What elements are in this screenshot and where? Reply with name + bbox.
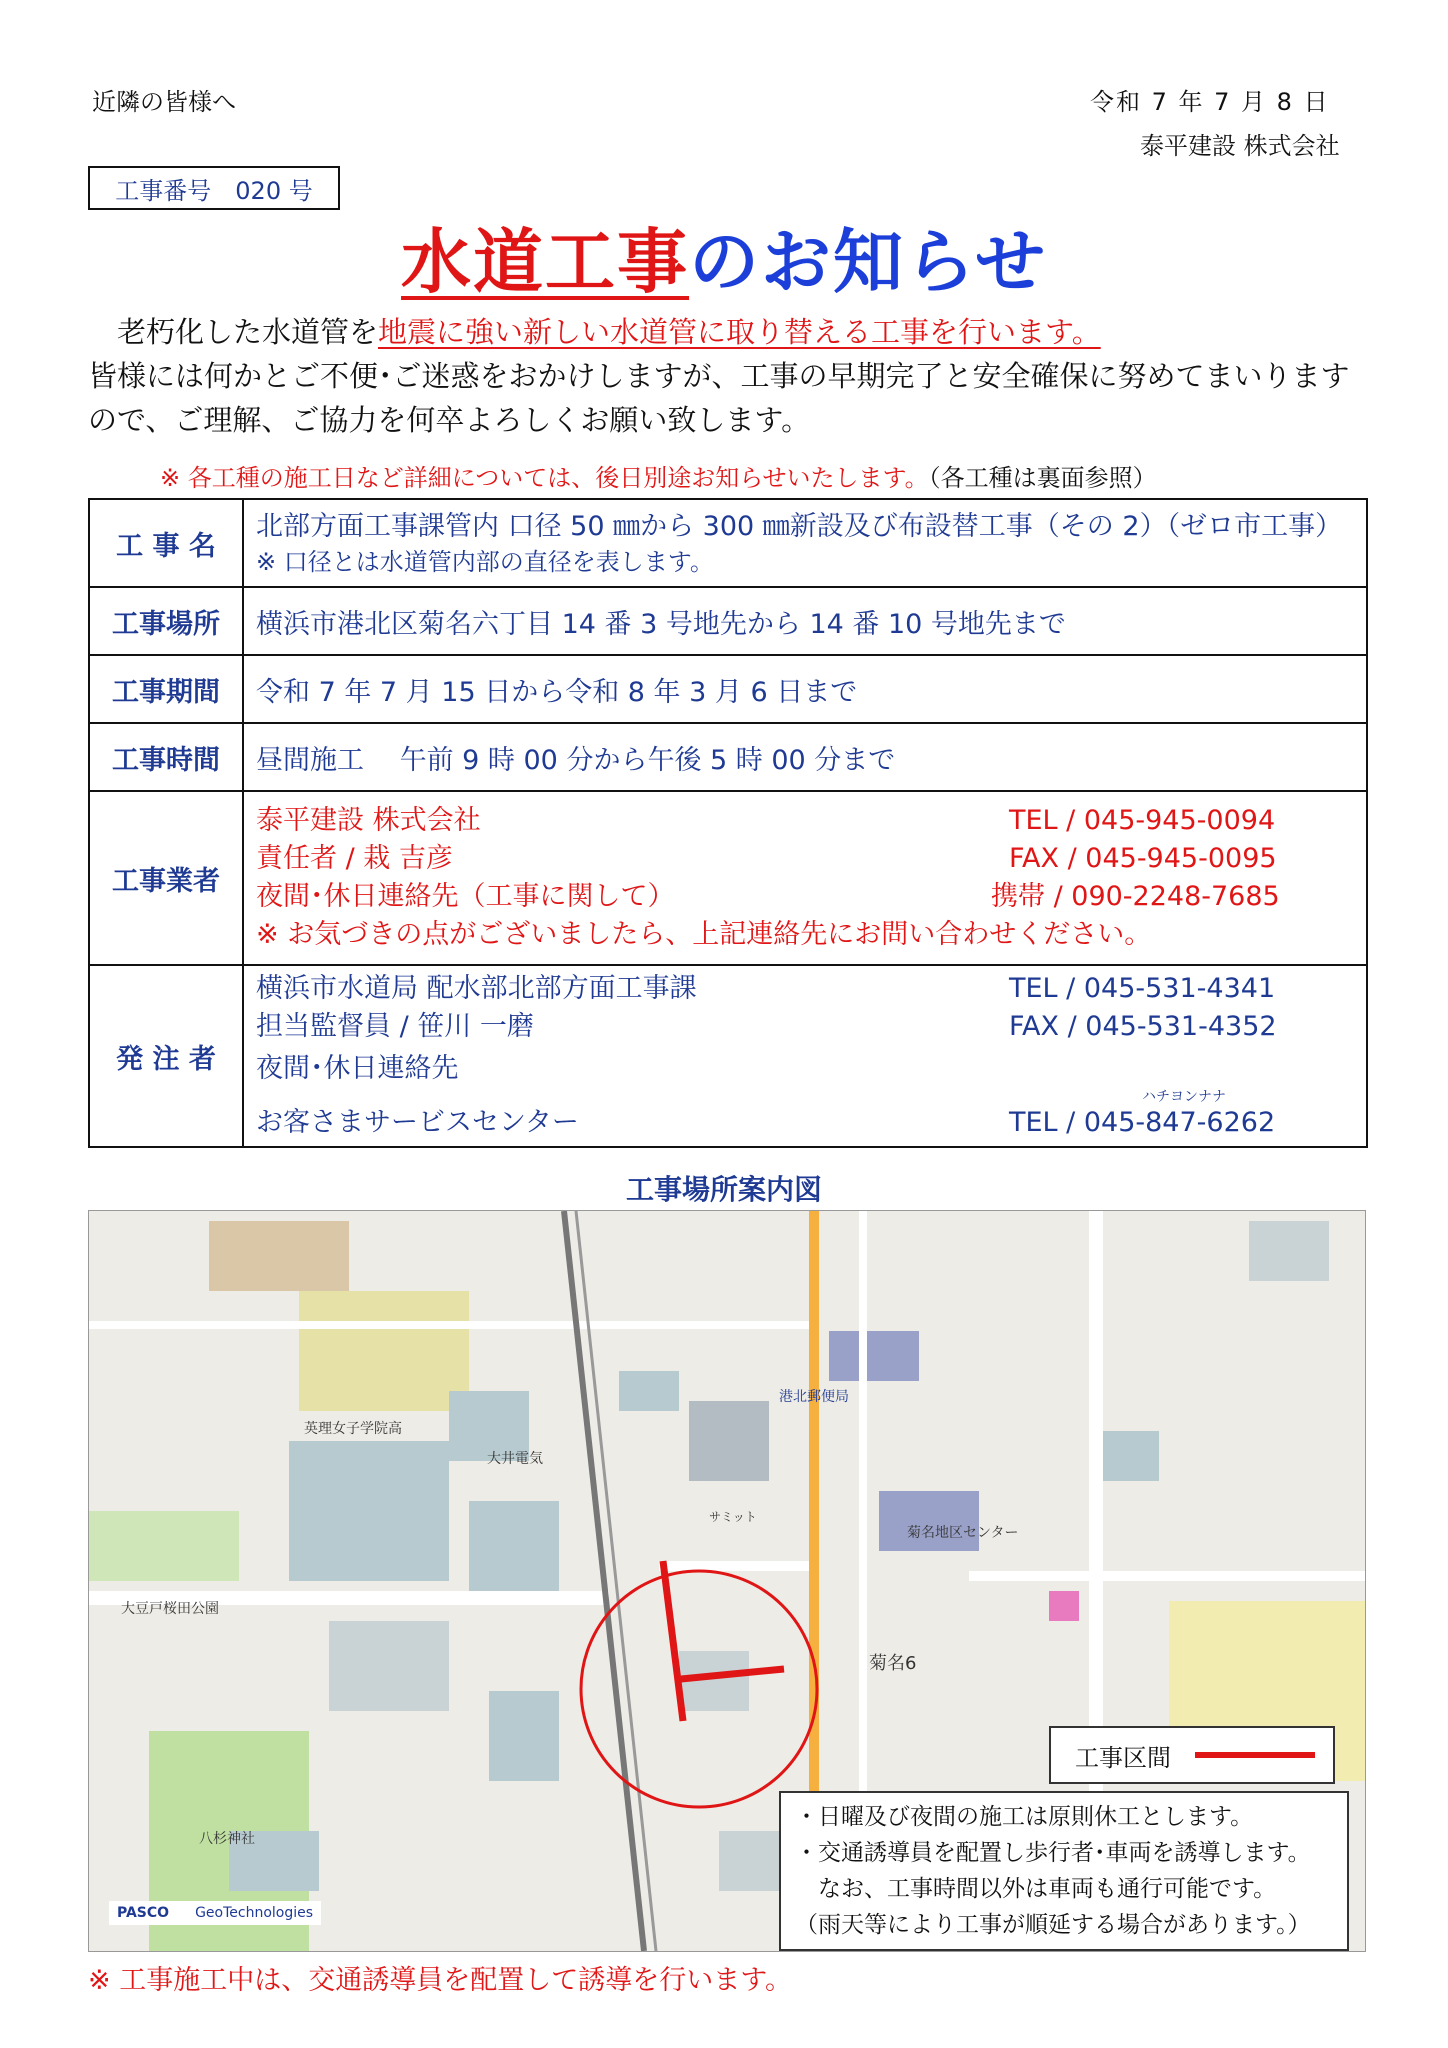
row-client xyxy=(89,965,1367,1147)
client-block xyxy=(243,965,1367,1147)
issuer-company: 泰平建設 株式会社 xyxy=(1140,132,1340,160)
label-hours: 工事時間 xyxy=(89,723,243,791)
row-place xyxy=(89,587,1367,655)
client-org: 横浜市水道局 配水部北部方面工事課 xyxy=(256,973,697,1004)
notice-line-2: ・交通誘導員を配置し歩行者･車両を誘導します。 xyxy=(795,1840,1311,1866)
contractor-fax: FAX / 045-945-0095 xyxy=(1009,843,1277,874)
schedule-note-red: ※ 各工種の施工日など詳細については、後日別途お知らせいたします。 xyxy=(160,464,929,492)
contractor-mobile: 携帯 / 090-2248-7685 xyxy=(991,881,1280,912)
footer-note: ※ 工事施工中は、交通誘導員を配置して誘導を行います。 xyxy=(88,1965,793,1996)
contractor-note: ※ お気づきの点がございましたら、上記連絡先にお問い合わせください。 xyxy=(256,919,1152,950)
map-label-station: サミット xyxy=(709,1510,757,1524)
map-notice xyxy=(779,1791,1349,1951)
credit-pasco: PASCO xyxy=(117,1905,170,1921)
name-value: 北部方面工事課管内 口径 50 ㎜から 300 ㎜新設及び布設替工事（その 2）（ゼロ市工事） xyxy=(256,511,1343,542)
label-name: 工 事 名 xyxy=(89,499,243,587)
label-place: 工事場所 xyxy=(89,587,243,655)
notice-line-4: （雨天等により工事が順延する場合があります。） xyxy=(795,1912,1311,1938)
map-title: 工事場所案内図 xyxy=(625,1173,822,1206)
client-fax: FAX / 045-531-4352 xyxy=(1009,1011,1277,1042)
client-ruby: ハチヨンナナ xyxy=(1142,1089,1226,1105)
legend-label: 工事区間 xyxy=(1075,1743,1171,1772)
legend-line-icon xyxy=(1195,1752,1315,1758)
map-label-center: 菊名地区センター xyxy=(907,1525,1019,1541)
schedule-note-black: （各工種は裏面参照） xyxy=(928,464,1157,492)
row-name xyxy=(89,499,1367,587)
client-supervisor: 担当監督員 / 笹川 一磨 xyxy=(256,1011,534,1042)
label-client: 発 注 者 xyxy=(89,965,243,1147)
map-legend xyxy=(1049,1726,1335,1784)
client-night: 夜間･休日連絡先 xyxy=(256,1053,459,1084)
issue-date: 令和 7 年 7 月 8 日 xyxy=(1090,88,1330,116)
intro-text xyxy=(88,310,1378,442)
map-label-post: 港北郵便局 xyxy=(779,1389,849,1405)
contractor-block xyxy=(243,791,1367,965)
place-value: 横浜市港北区菊名六丁目 14 番 3 号地先から 14 番 10 号地先まで xyxy=(243,587,1367,655)
credit-geotech: GeoTechnologies xyxy=(195,1905,314,1921)
schedule-note xyxy=(160,458,1157,493)
row-hours xyxy=(89,723,1367,791)
intro-p1-b: 地震に強い新しい水道管に取り替える工事を行います。 xyxy=(378,315,1101,349)
intro-p2: 皆様には何かとご不便･ご迷惑をおかけしますが、工事の早期完了と安全確保に努めてまいりますので、ご理解、ご協力を何卒よろしくお願い致します。 xyxy=(88,359,1350,437)
map-label-shrine: 八杉神社 xyxy=(199,1831,255,1847)
work-number-label: 工事番号 xyxy=(115,176,212,205)
title-red: 水道工事 xyxy=(401,221,690,303)
label-contractor: 工事業者 xyxy=(89,791,243,965)
info-table xyxy=(88,498,1368,1148)
value-name xyxy=(243,499,1367,587)
client-center: お客さまサービスセンター xyxy=(256,1107,579,1138)
map-label-park: 大豆戸桜田公園 xyxy=(121,1601,219,1617)
contractor-tel: TEL / 045-945-0094 xyxy=(1009,805,1276,836)
client-tel: TEL / 045-531-4341 xyxy=(1009,973,1276,1004)
label-period: 工事期間 xyxy=(89,655,243,723)
row-contractor xyxy=(89,791,1367,965)
contractor-company: 泰平建設 株式会社 xyxy=(256,805,481,836)
map-label-school: 英理女子学院高 xyxy=(304,1421,402,1437)
period-value: 令和 7 年 7 月 15 日から令和 8 年 3 月 6 日まで xyxy=(243,655,1367,723)
page-title xyxy=(0,206,1448,307)
row-period xyxy=(89,655,1367,723)
name-note: ※ 口径とは水道管内部の直径を表します。 xyxy=(256,548,714,576)
contractor-night: 夜間･休日連絡先（工事に関して） xyxy=(256,881,675,912)
addressee: 近隣の皆様へ xyxy=(92,88,236,116)
hours-value: 昼間施工 午前 9 時 00 分から午後 5 時 00 分まで xyxy=(243,723,1367,791)
work-number-box xyxy=(88,166,340,210)
site-map xyxy=(88,1210,1366,1952)
map-label-area: 菊名6 xyxy=(869,1653,917,1674)
intro-p1-a: 老朽化した水道管を xyxy=(117,315,379,349)
map-label-ooi: 大井電気 xyxy=(487,1451,543,1467)
client-center-tel: TEL / 045-847-6262 xyxy=(1009,1107,1276,1138)
title-blue: のお知らせ xyxy=(689,221,1047,303)
notice-line-1: ・日曜及び夜間の施工は原則休工とします。 xyxy=(795,1804,1254,1830)
notice-line-3: なお、工事時間以外は車両も通行可能です。 xyxy=(795,1876,1277,1902)
map-credit xyxy=(109,1901,321,1925)
contractor-manager: 責任者 / 栽 吉彦 xyxy=(256,843,453,874)
work-number: 020 号 xyxy=(235,176,313,205)
